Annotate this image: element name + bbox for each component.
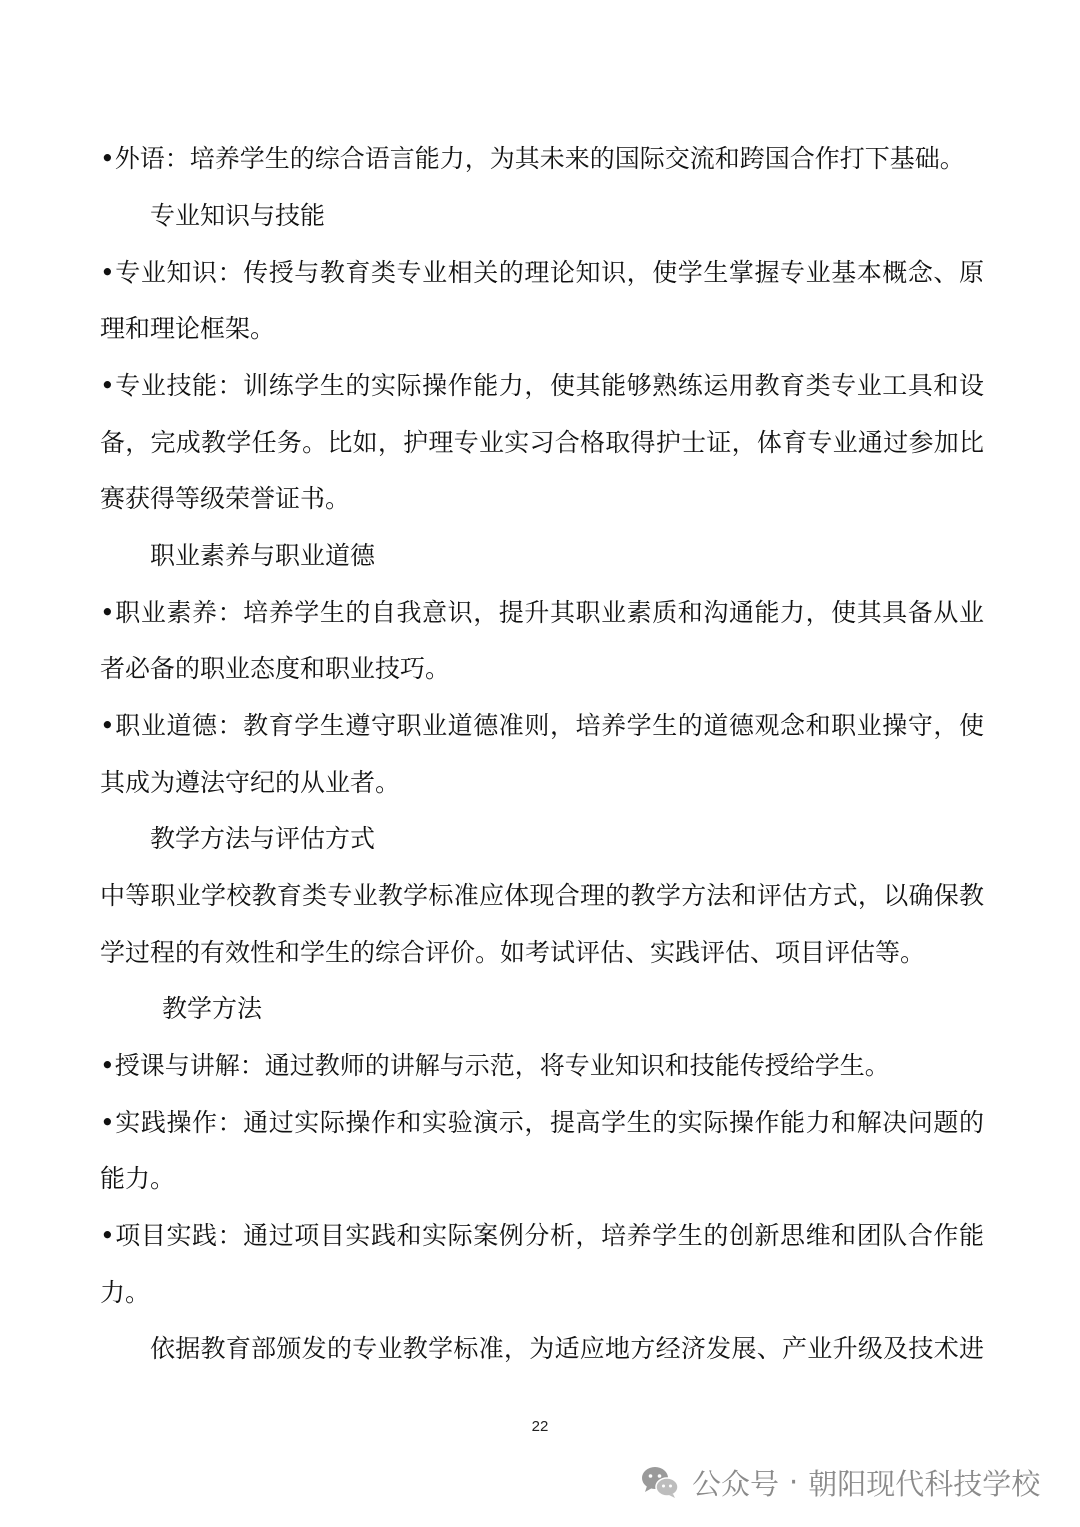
bullet-line-foreign-language: •外语：培养学生的综合语言能力，为其未来的国际交流和跨国合作打下基础。: [100, 144, 965, 173]
text-line: 其成为遵法守纪的从业者。: [100, 768, 401, 797]
bullet-line-practice: •实践操作：通过实际操作和实验演示，提高学生的实际操作能力和解决问题的: [100, 1108, 984, 1137]
section-heading-professional-knowledge: 专业知识与技能: [150, 201, 326, 230]
watermark-account-name: 朝阳现代科技学校: [808, 1466, 1041, 1501]
bullet-line-professional-skills: •专业技能：训练学生的实际操作能力，使其能够熟练运用教育类专业工具和设: [100, 371, 984, 400]
paragraph-line: 依据教育部颁发的专业教学标准，为适应地方经济发展、产业升级及技术进: [150, 1334, 984, 1363]
wechat-watermark: [640, 1460, 1040, 1504]
section-heading-teaching-evaluation: 教学方法与评估方式: [150, 824, 376, 853]
paragraph-line: 学过程的有效性和学生的综合评价。如考试评估、实践评估、项目评估等。: [100, 938, 926, 967]
bullet-line-lecturing: •授课与讲解：通过教师的讲解与示范，将专业知识和技能传授给学生。: [100, 1051, 890, 1080]
watermark-label: 公众号: [692, 1466, 780, 1501]
paragraph-line: 中等职业学校教育类专业教学标准应体现合理的教学方法和评估方式，以确保教: [100, 881, 984, 910]
text-line: 力。: [100, 1278, 151, 1307]
bullet-line-project-practice: •项目实践：通过项目实践和实际案例分析，培养学生的创新思维和团队合作能: [100, 1221, 984, 1250]
text-line: 备，完成教学任务。比如，护理专业实习合格取得护士证，体育专业通过参加比: [100, 428, 984, 457]
bullet-line-professional-knowledge: •专业知识：传授与教育类专业相关的理论知识，使学生掌握专业基本概念、原: [100, 258, 984, 287]
text-line: 赛获得等级荣誉证书。: [100, 484, 351, 513]
text-line: 理和理论框架。: [100, 314, 276, 343]
watermark-separator: ·: [789, 1465, 799, 1499]
bullet-line-professional-morality: •职业道德：教育学生遵守职业道德准则，培养学生的道德观念和职业操守，使: [100, 711, 984, 740]
section-heading-professional-ethics: 职业素养与职业道德: [150, 541, 376, 570]
bullet-line-professional-literacy: •职业素养：培养学生的自我意识，提升其职业素质和沟通能力，使其具备从业: [100, 598, 984, 627]
text-line: 者必备的职业态度和职业技巧。: [100, 654, 451, 683]
section-heading-teaching-methods: 教学方法: [162, 994, 263, 1023]
text-line: 能力。: [100, 1164, 176, 1193]
wechat-icon: [640, 1464, 680, 1500]
page-number: 22: [531, 1418, 549, 1435]
